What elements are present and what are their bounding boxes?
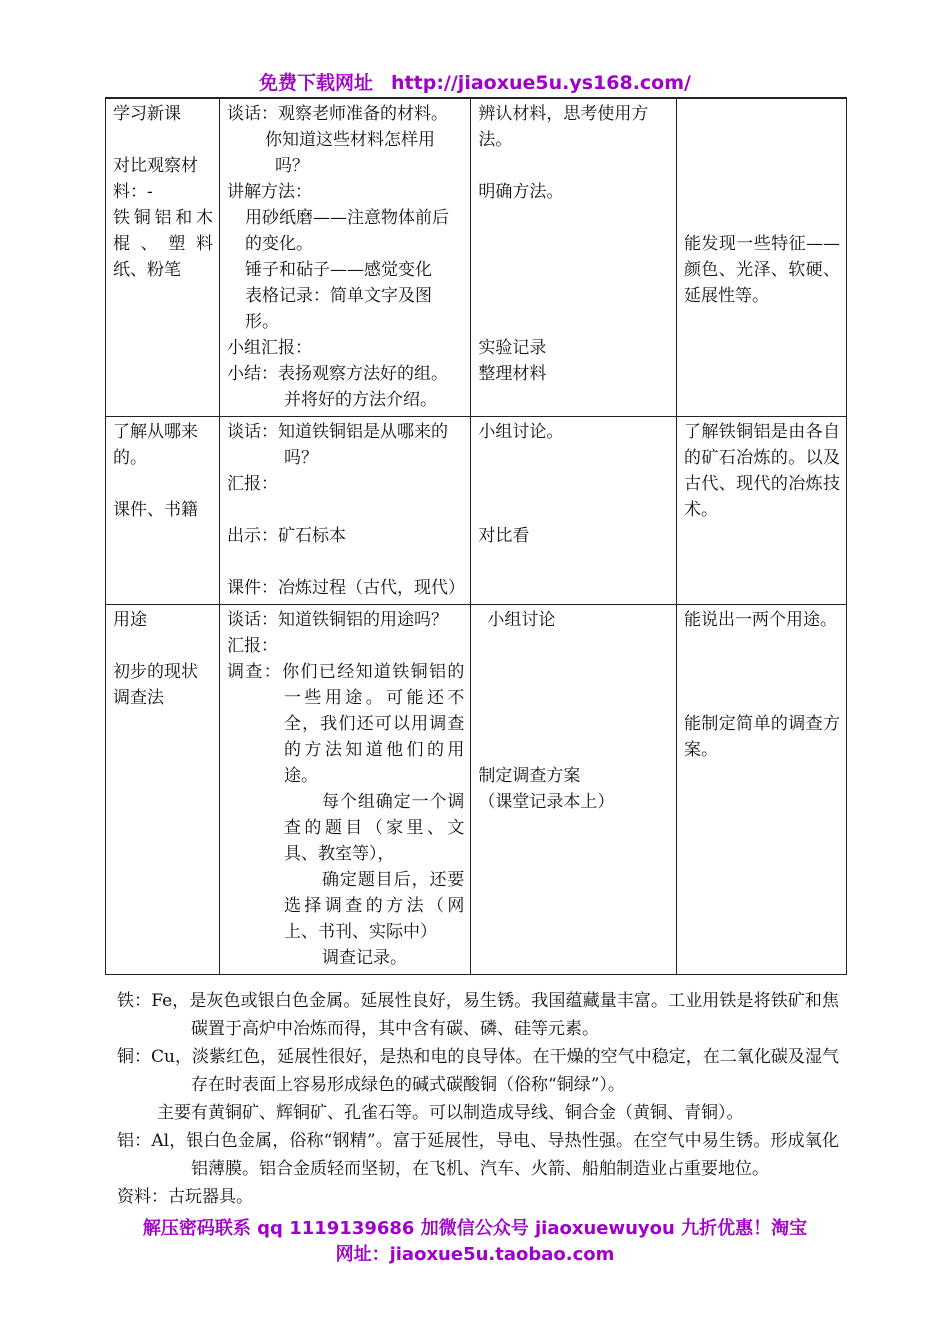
cell-text: （课堂记录本上）	[478, 792, 615, 812]
cell-goal	[677, 605, 847, 975]
cell-text: 能发现一些特征——颜色、光泽、软硬、延展性等。	[684, 234, 840, 306]
table-row	[106, 605, 847, 975]
cell-text: 铁铜铝和木棍 、 塑 料纸、粉笔	[113, 208, 213, 280]
cell-text: 实验记录	[478, 338, 547, 358]
cell-stage	[106, 98, 220, 417]
cell-text: 课件：冶炼过程（古代，现代）	[227, 578, 465, 598]
note-copper: 铜：Cu，淡紫红色，延展性很好，是热和电的良导体。在干燥的空气中稳定，在二氧化碳及湿气存在时表面上容易形成绿色的碱式碳酸铜（俗称“铜绿”）。	[117, 1047, 839, 1095]
cell-text: 能制定简单的调查方案。	[684, 714, 840, 760]
cell-text: 表格记录：简单文字及图形。	[245, 286, 432, 332]
cell-text: 用砂纸磨——注意物体前后的变化。	[245, 208, 449, 254]
header-url-link[interactable]: http://jiaoxue5u.ys168.com/	[391, 72, 691, 94]
note-copper-ores: 主要有黄铜矿、辉铜矿、孔雀石等。可以制造成导线、铜合金（黄铜、青铜）。	[157, 1103, 744, 1123]
cell-text: 小组讨论	[487, 610, 556, 630]
cell-text: 谈话：观察老师准备的材料。	[227, 104, 448, 124]
cell-teacher-activity	[220, 605, 471, 975]
cell-goal	[677, 417, 847, 605]
cell-text: 制定调查方案	[478, 766, 581, 786]
cell-text: 辨认材料，思考使用方法。	[478, 104, 649, 150]
note-aluminum: 铝：Al，银白色金属，俗称“钢精”。富于延展性，导电、导热性强。在空气中易生锈。形成氧化铝薄膜。铝合金质轻而坚韧，在飞机、汽车、火箭、船舶制造业占重要地位。	[117, 1131, 839, 1179]
cell-text: 整理材料	[478, 364, 547, 384]
cell-text: 学习新课	[113, 104, 181, 124]
cell-text: 能说出一两个用途。	[684, 610, 837, 630]
footer-taobao-link[interactable]: 网址：jiaoxue5u.taobao.com	[335, 1244, 615, 1265]
note-resources: 资料：古玩器具。	[117, 1187, 253, 1207]
cell-text: 汇报：	[227, 636, 278, 656]
cell-text: 对比看	[478, 526, 530, 546]
cell-text: 明确方法。	[478, 182, 564, 202]
cell-text: 谈话：知道铁铜铝的用途吗？	[227, 610, 448, 630]
cell-text: 确定题目后，还要选择调查的方法（网上、书刊、实际中）	[284, 870, 465, 942]
table-row	[106, 98, 847, 417]
cell-student-activity	[471, 417, 677, 605]
header-label: 免费下载网址	[259, 72, 374, 94]
cell-text: 调查记录。	[322, 948, 407, 968]
cell-text: 用途	[113, 610, 147, 630]
cell-text: 了解从哪来的。	[113, 422, 198, 468]
cell-goal	[677, 98, 847, 417]
cell-text: 谈话：知道铁铜铝是从哪来的吗？	[227, 422, 448, 468]
cell-text: 出示：矿石标本	[227, 526, 346, 546]
cell-stage	[106, 417, 220, 605]
cell-text: 小组讨论。	[478, 422, 564, 442]
cell-text: 调查：你们已经知道铁铜铝的一些用途。可能还不全，我们还可以用调查的方法知道他们的用途。	[227, 662, 465, 786]
page-footer	[0, 1216, 950, 1268]
lesson-plan-table	[105, 97, 847, 975]
note-iron: 铁：Fe，是灰色或银白色金属。延展性良好，易生锈。我国蕴藏量丰富。工业用铁是将铁矿和焦碳置于高炉中冶炼而得，其中含有碳、磷、硅等元素。	[117, 991, 839, 1039]
cell-text: 每个组确定一个调查的题目（家里、文具、教室等），	[284, 792, 465, 864]
table-row	[106, 417, 847, 605]
cell-teacher-activity	[220, 98, 471, 417]
cell-text: 汇报：	[227, 474, 278, 494]
cell-stage	[106, 605, 220, 975]
cell-student-activity	[471, 605, 677, 975]
cell-text: 小组汇报：	[227, 338, 312, 358]
cell-text: 初步的现状调查法	[113, 662, 198, 708]
footer-contact: 解压密码联系 qq 1119139686 加微信公众号 jiaoxuewuyou 九折优惠！淘宝	[142, 1218, 808, 1239]
material-notes	[117, 987, 839, 1211]
cell-text: 你知道这些材料怎样用吗？	[265, 130, 435, 176]
cell-text: 小结：表扬观察方法好的组。并将好的方法介绍。	[227, 364, 448, 410]
page-header	[0, 68, 950, 95]
cell-text: 了解铁铜铝是由各自的矿石冶炼的。以及古代、现代的冶炼技术。	[684, 422, 840, 520]
cell-text: 讲解方法：	[227, 182, 312, 202]
cell-student-activity	[471, 98, 677, 417]
cell-teacher-activity	[220, 417, 471, 605]
cell-text: 课件、书籍	[113, 500, 198, 520]
cell-text: 对比观察材料：-	[113, 156, 198, 202]
cell-text: 锤子和砧子——感觉变化	[245, 260, 432, 280]
